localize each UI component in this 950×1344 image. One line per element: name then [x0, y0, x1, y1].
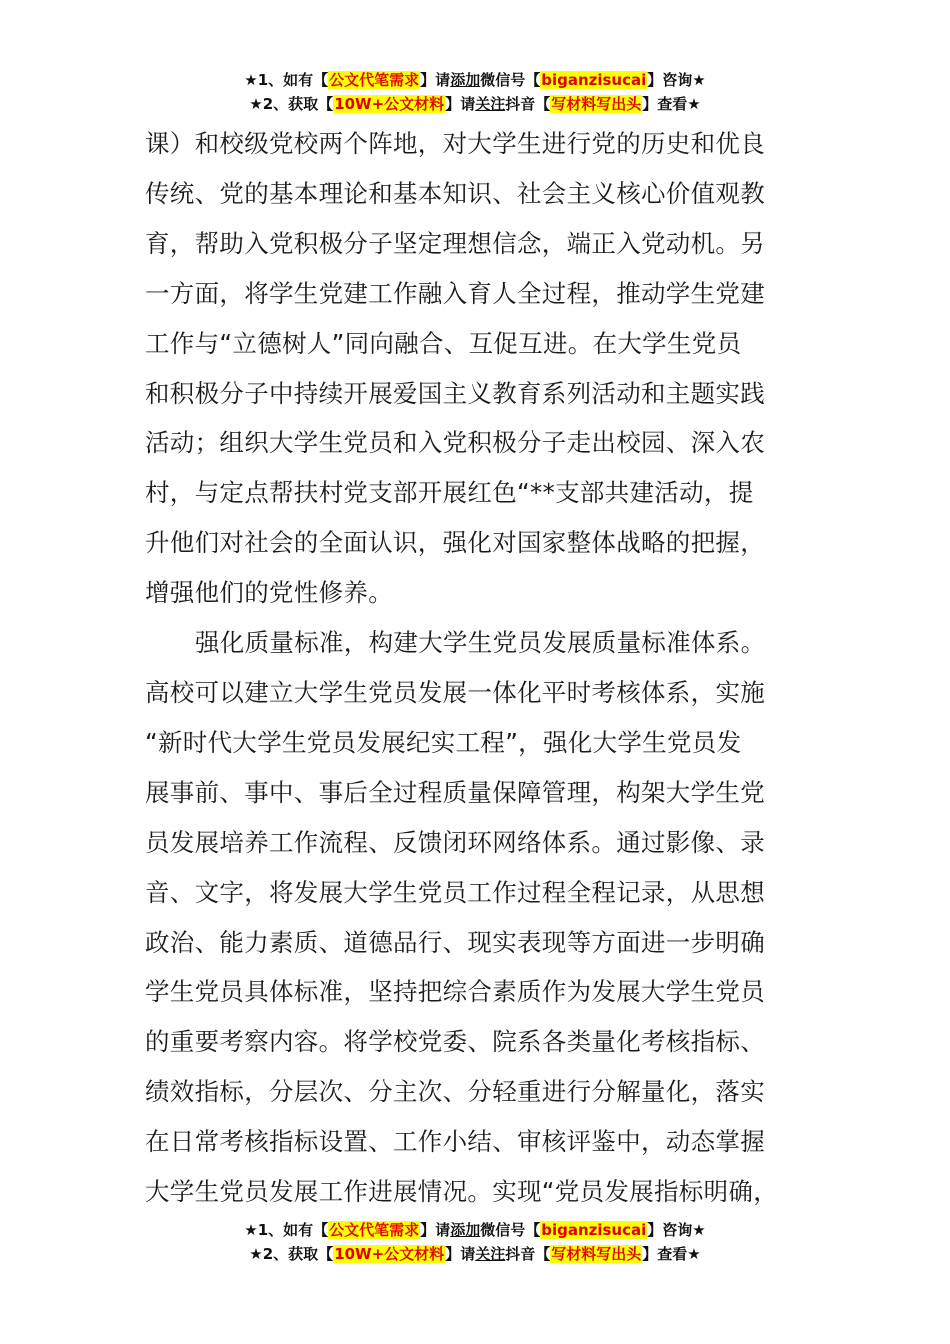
text-line: 政治、能力素质、道德品行、现实表现等方面进一步明确 [145, 927, 765, 957]
banner-highlight: 10W+公文材料 [334, 1245, 445, 1263]
banner-text: 】请 [420, 1221, 451, 1239]
banner-text: 】请 [445, 1245, 476, 1263]
banner-text: 】请 [420, 71, 451, 89]
banner-text: 微信号【 [480, 1221, 541, 1239]
text-line: 传统、党的基本理论和基本知识、社会主义核心价值观教 [145, 178, 765, 208]
banner-underlined: 添加 [450, 71, 481, 89]
banner-text: 微信号【 [480, 71, 541, 89]
banner-text: 】咨询★ [647, 1221, 706, 1239]
banner-text: 抖音【 [505, 95, 551, 113]
text-line: 工作与“立德树人”同向融合、互促互进。在大学生党员 [145, 328, 742, 358]
banner-highlight: 写材料写出头 [551, 1245, 642, 1263]
banner-text: ★2、获取【 [249, 95, 334, 113]
text-line: 展事前、事中、事后全过程质量保障管理，构架大学生党 [145, 777, 765, 807]
text-line: 在日常考核指标设置、工作小结、审核评鉴中，动态掌握 [145, 1127, 765, 1157]
banner-text: 】请 [445, 95, 476, 113]
banner-highlight: 10W+公文材料 [334, 95, 445, 113]
text-line: 课）和校级党校两个阵地，对大学生进行党的历史和优良 [145, 129, 765, 158]
text-line: 员发展培养工作流程、反馈闭环网络体系。通过影像、录 [145, 827, 765, 857]
banner-text: 】查看★ [642, 1245, 701, 1263]
banner-text: 】查看★ [642, 95, 701, 113]
document-body [145, 119, 805, 1217]
banner-highlight: 写材料写出头 [551, 95, 642, 113]
text-line: 学生党员具体标准，坚持把综合素质作为发展大学生党员 [145, 977, 765, 1007]
text-line: 育，帮助入党积极分子坚定理想信念，端正入党动机。另 [145, 228, 765, 258]
banner-underlined: 关注 [475, 1245, 506, 1263]
banner-text: 】咨询★ [647, 71, 706, 89]
banner-text: ★1、如有【 [244, 1221, 329, 1239]
text-line: 音、文字，将发展大学生党员工作过程全程记录，从思想 [145, 877, 765, 907]
footer-banner-line-1 [0, 1218, 950, 1242]
banner-underlined: 关注 [475, 95, 506, 113]
paragraph-2 [145, 618, 805, 1217]
banner-highlight: 公文代笔需求 [329, 71, 420, 89]
text-line: 的重要考察内容。将学校党委、院系各类量化考核指标、 [145, 1027, 765, 1057]
text-line: 活动；组织大学生党员和入党积极分子走出校园、深入农 [145, 428, 765, 458]
banner-underlined: 添加 [450, 1221, 481, 1239]
header-banner-line-2 [0, 92, 950, 116]
text-line: “新时代大学生党员发展纪实工程”，强化大学生党员发 [145, 727, 742, 757]
banner-text: ★2、获取【 [249, 1245, 334, 1263]
banner-text: ★1、如有【 [244, 71, 329, 89]
paragraph-1 [145, 119, 805, 618]
text-line: 高校可以建立大学生党员发展一体化平时考核体系，实施 [145, 677, 765, 707]
text-line: 和积极分子中持续开展爱国主义教育系列活动和主题实践 [145, 378, 765, 408]
banner-highlight: 公文代笔需求 [329, 1221, 420, 1239]
text-line: 增强他们的党性修养。 [145, 578, 393, 608]
text-line: 绩效指标，分层次、分主次、分轻重进行分解量化，落实 [145, 1077, 765, 1107]
footer-banner [0, 1218, 950, 1266]
text-line: 村，与定点帮扶村党支部开展红色“**支部共建活动，提 [145, 478, 754, 508]
header-banner-line-1 [0, 68, 950, 92]
text-line: 升他们对社会的全面认识，强化对国家整体战略的把握， [145, 528, 765, 558]
banner-highlight: biganzisucai [541, 71, 647, 89]
text-line: 一方面，将学生党建工作融入育人全过程，推动学生党建 [145, 278, 765, 308]
text-line: 强化质量标准，构建大学生党员发展质量标准体系。 [195, 628, 766, 658]
text-line: 大学生党员发展工作进展情况。实现“党员发展指标明确， [145, 1177, 778, 1207]
footer-banner-line-2 [0, 1242, 950, 1266]
banner-text: 抖音【 [505, 1245, 551, 1263]
banner-highlight: biganzisucai [541, 1221, 647, 1239]
header-banner [0, 68, 950, 116]
